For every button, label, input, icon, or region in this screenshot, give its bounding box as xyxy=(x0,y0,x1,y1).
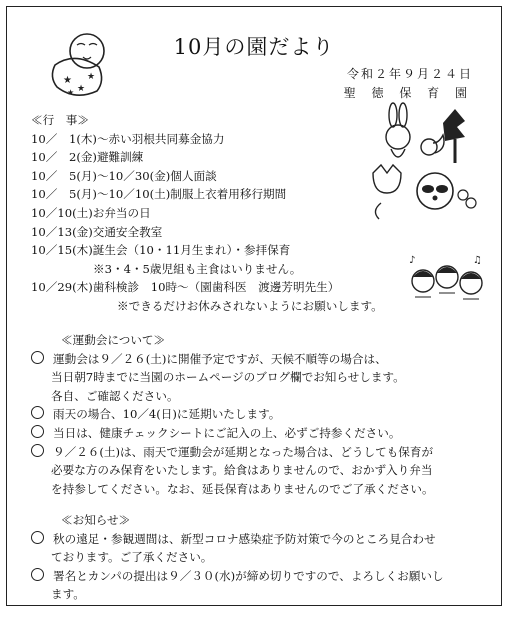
sports-day-item xyxy=(31,405,280,424)
svg-text:★: ★ xyxy=(87,72,96,82)
notice-text: ます。 xyxy=(51,587,85,602)
bullet-circle xyxy=(31,406,44,419)
issue-date: 令和２年９月２４日 xyxy=(346,67,473,81)
svg-text:♫: ♫ xyxy=(473,255,482,266)
children-singing-illustration xyxy=(407,253,487,305)
event-item: 10／ 5(月)～10／10(土)制服上衣着用移行期間 xyxy=(31,187,287,202)
event-item: 10／29(木)歯科検診 10時～（園歯科医 渡邊芳明先生） xyxy=(31,280,340,295)
bullet-circle xyxy=(31,568,44,581)
event-item: 10／ 5(月)～10／30(金)個人面談 xyxy=(31,168,217,183)
notice-text: 署名とカンパの提出は９／３０(水)が締め切りですので、よろしくお願いし xyxy=(53,568,444,583)
sports-day-item xyxy=(31,424,400,443)
bullet-circle xyxy=(31,425,44,438)
animals-illustration xyxy=(363,103,483,223)
event-item: 10／13(金)交通安全教室 xyxy=(31,224,163,239)
notice-item xyxy=(31,567,444,586)
notice-text: ております。ご了承ください。 xyxy=(51,550,213,565)
sports-day-text: 運動会は９／２６(土)に開催予定ですが、天候不順等の場合は、 xyxy=(53,351,387,366)
event-item: 10／ 1(木)～赤い羽根共同募金協力 xyxy=(31,131,225,146)
sports-day-text: ９／２６(土)は、雨天で運動会が延期となった場合は、どうしても保育が xyxy=(53,444,434,459)
sports-day-heading: ≪運動会について≫ xyxy=(61,333,166,347)
sports-day-text: 必要な方のみ保育をいたします。給食はありませんので、おかず入り弁当 xyxy=(51,463,433,478)
event-note: ※3・4・5歳児組も主食はいりません。 xyxy=(93,261,302,276)
sports-day-text: を持参してください。なお、延長保育はありませんのでご了承ください。 xyxy=(51,481,434,496)
sports-day-item xyxy=(31,350,387,369)
svg-text:★: ★ xyxy=(67,88,75,97)
svg-text:★: ★ xyxy=(77,84,86,94)
newsletter-page xyxy=(6,6,502,606)
baby-illustration xyxy=(37,25,117,105)
notices-heading: ≪お知らせ≫ xyxy=(61,513,131,527)
svg-text:♪: ♪ xyxy=(409,255,416,266)
notice-item xyxy=(31,530,436,549)
sports-day-text: 雨天の場合、10／4(日)に延期いたします。 xyxy=(53,407,281,422)
page-title: 10月の園だより xyxy=(173,35,335,59)
events-heading: ≪行 事≫ xyxy=(31,113,89,127)
sports-day-text: 当日朝7時までに当園のホームページのブログ欄でお知らせします。 xyxy=(51,370,405,385)
sports-day-text: 当日は、健康チェックシートにご記入の上、必ずご持参ください。 xyxy=(53,426,401,440)
organization-name: 聖 徳 保 育 園 xyxy=(343,86,473,100)
event-note: ※できるだけお休みされないようにお願いします。 xyxy=(117,299,383,313)
event-item: 10／ 2(金)避難訓練 xyxy=(31,150,144,165)
sports-day-item xyxy=(31,443,433,462)
event-item: 10／15(木)誕生会（10・11月生まれ）・参拝保育 xyxy=(31,243,291,258)
event-item: 10／10(土)お弁当の日 xyxy=(31,206,151,220)
bullet-circle xyxy=(31,531,44,544)
svg-text:★: ★ xyxy=(63,75,72,86)
notice-text: 秋の遠足・参観週間は、新型コロナ感染症予防対策で今のところ見合わせ xyxy=(53,531,436,546)
sports-day-text: 各自、ご確認ください。 xyxy=(51,388,179,403)
bullet-circle xyxy=(31,351,44,364)
bullet-circle xyxy=(31,444,44,457)
